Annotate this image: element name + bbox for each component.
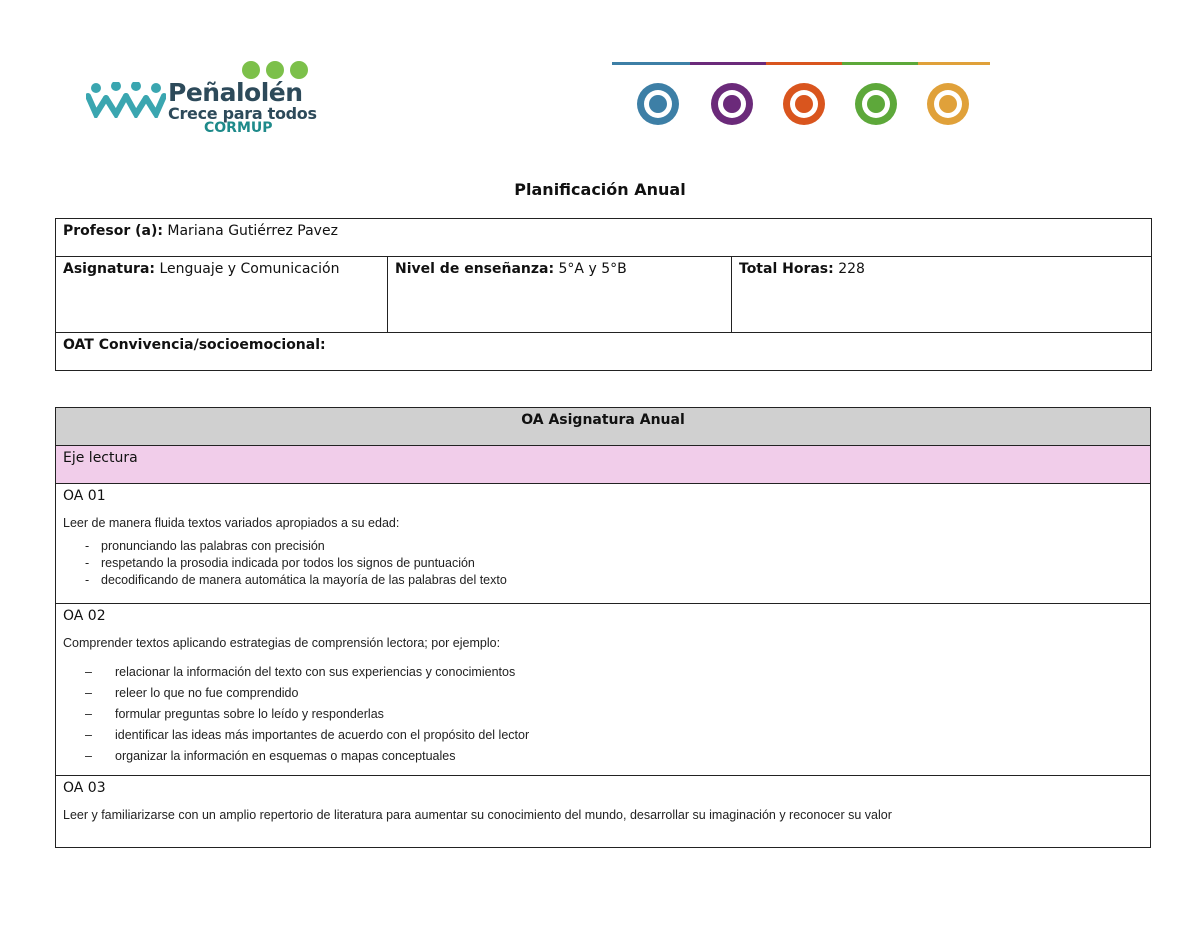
- leaf-icon: [852, 80, 900, 128]
- oat-label: OAT Convivencia/socioemocional:: [63, 337, 326, 353]
- program-logos: [612, 62, 990, 120]
- asignatura-label: Asignatura:: [63, 261, 156, 277]
- color-bar: [612, 62, 690, 65]
- facebook-icon: [242, 61, 260, 79]
- oa-03-title: OA 03: [63, 780, 106, 796]
- color-bar: [918, 62, 990, 65]
- penalolen-logo: [86, 58, 336, 136]
- people-icon: [86, 82, 166, 118]
- oa-table-header: OA Asignatura Anual: [56, 408, 1151, 446]
- page-title: Planificación Anual: [514, 180, 686, 199]
- horas-label: Total Horas:: [739, 261, 834, 277]
- oa-02-desc: Comprender textos aplicando estrategias de comprensión lectora; por ejemplo:: [63, 636, 501, 650]
- badge-mas-verde: [852, 80, 900, 128]
- list-item: – relacionar la información del texto con sus experiencias y conocimientos: [85, 662, 1143, 683]
- horas-cell: [732, 257, 1152, 333]
- color-bar: [766, 62, 842, 65]
- logo-slogan: Crece para todos: [168, 104, 317, 123]
- nivel-value: 5°A y 5°B: [554, 261, 627, 277]
- oa-01-title: OA 01: [63, 488, 106, 504]
- profesor-label: Profesor (a):: [63, 223, 163, 239]
- list-item: – identificar las ideas más importantes de acuerdo con el propósito del lector: [85, 725, 1143, 746]
- color-bar: [690, 62, 766, 65]
- sun-icon: [924, 80, 972, 128]
- logo-brand: Peñalolén: [168, 78, 303, 107]
- badge-emprende: [780, 80, 828, 128]
- oa-01-desc: Leer de manera fluida textos variados apropiados a su edad:: [63, 516, 400, 530]
- asignatura-cell: [56, 257, 388, 333]
- nivel-cell: [388, 257, 732, 333]
- rocket-icon: [780, 80, 828, 128]
- oa-01-list: [85, 538, 1143, 589]
- oa-table: [55, 407, 1151, 848]
- list-item: – organizar la información en esquemas o mapas conceptuales: [85, 746, 1143, 767]
- eje-lectura-row: Eje lectura: [56, 446, 1151, 484]
- asignatura-value: Lenguaje y Comunicación: [155, 261, 340, 277]
- hand-icon: [708, 80, 756, 128]
- list-item: - respetando la prosodia indicada por todos los signos de puntuación: [85, 555, 1143, 572]
- oa-03-cell: [56, 776, 1151, 848]
- list-item: – releer lo que no fue comprendido: [85, 683, 1143, 704]
- badge-te-cuida: [634, 80, 682, 128]
- logo-org: CORMUP: [204, 120, 273, 136]
- badge-crece: [924, 80, 972, 128]
- horas-value: 228: [833, 261, 865, 277]
- social-icons: [242, 61, 308, 79]
- instagram-icon: [266, 61, 284, 79]
- profesor-cell: [56, 219, 1152, 257]
- oa-01-cell: [56, 484, 1151, 604]
- care-icon: [634, 80, 682, 128]
- oa-02-title: OA 02: [63, 608, 106, 624]
- twitter-icon: [290, 61, 308, 79]
- info-table: [55, 218, 1152, 371]
- badge-mas-cerca: [708, 80, 756, 128]
- oat-cell: [56, 333, 1152, 371]
- profesor-value: Mariana Gutiérrez Pavez: [162, 223, 338, 239]
- list-item: - decodificando de manera automática la mayoría de las palabras del texto: [85, 572, 1143, 589]
- oa-03-desc: Leer y familiarizarse con un amplio repertorio de literatura para aumentar su conocimiento del mundo, desarrollar su imaginación y reconocer su valor: [63, 808, 892, 822]
- nivel-label: Nivel de enseñanza:: [395, 261, 555, 277]
- list-item: – formular preguntas sobre lo leído y responderlas: [85, 704, 1143, 725]
- oa-02-cell: [56, 604, 1151, 776]
- color-bar: [842, 62, 918, 65]
- oa-02-list: [85, 662, 1143, 767]
- list-item: - pronunciando las palabras con precisión: [85, 538, 1143, 555]
